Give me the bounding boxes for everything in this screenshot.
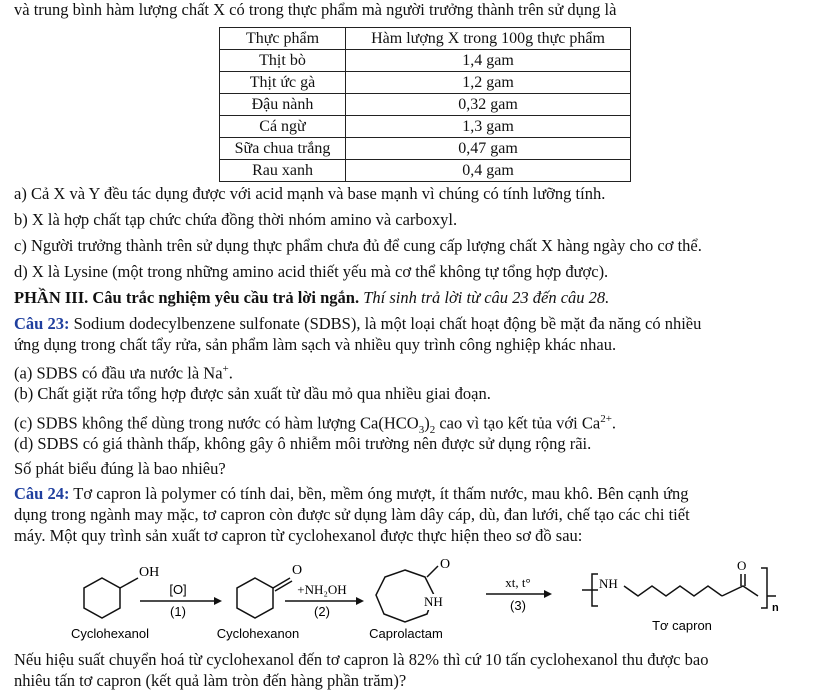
table-row [220, 50, 631, 72]
q23-option-d: (d) SDBS có giá thành thấp, không gây ô nhiễm môi trường nên được sử dụng rộng rãi. [14, 434, 592, 453]
cyclohexanol-ring [84, 578, 120, 618]
table-cell: 0,4 gam [346, 160, 631, 182]
step-2-number: (2) [314, 604, 330, 619]
polymer-bracket-right [761, 568, 767, 608]
polymer-nh: NH [599, 576, 618, 591]
q23-a-text: (a) SDBS có đầu ưa nước là Na [14, 363, 223, 383]
arrow-3-head [544, 590, 552, 598]
statement-a: a) Cả X và Y đều tác dụng được với acid mạnh và base mạnh vì chúng có tính lưỡng tính. [14, 184, 606, 203]
q23-option-a [14, 359, 233, 384]
cyclohexanon-ring [237, 578, 273, 618]
polymer-o: O [737, 558, 747, 573]
table-header: Thực phẩm [220, 28, 346, 50]
table-row [220, 138, 631, 160]
table-cell: 0,47 gam [346, 138, 631, 160]
polymer-chain-end [722, 586, 758, 596]
q23-c-dot: . [611, 413, 617, 433]
q24-label: Câu 24: [14, 484, 70, 503]
intro-text: và trung bình hàm lượng chất X có trong thực phẩm mà người trưởng thành trên sử dụng là [14, 0, 617, 19]
q23-line1 [14, 314, 701, 334]
q24-footer-line1: Nếu hiệu suất chuyển hoá từ cyclohexanol đến tơ capron là 82% thì cứ 10 tấn cyclohexanol thu được bao [14, 650, 709, 669]
table-header: Hàm lượng X trong 100g thực phẩm [346, 28, 631, 50]
table-header-row [220, 28, 631, 50]
arrow-2-head [356, 597, 364, 605]
table-row [220, 160, 631, 182]
caprolactam-o: O [440, 557, 451, 572]
table-cell: Đậu nành [220, 94, 346, 116]
q23-label: Câu 23: [14, 314, 70, 333]
table-row [220, 116, 631, 138]
q23-c-sup: 2+ [600, 413, 612, 425]
step-1-number: (1) [170, 604, 186, 619]
q23-text: Sodium dodecylbenzene sulfonate (SDBS), là một loại chất hoạt động bề mặt đa năng có nhiều [73, 314, 702, 333]
q23-question: Số phát biểu đúng là bao nhiêu? [14, 459, 226, 478]
caprolactam-bond [427, 566, 438, 577]
part3-heading [14, 288, 609, 308]
arrow-1-head [214, 597, 222, 605]
step-3-reagent: xt, t° [505, 575, 531, 590]
statement-c: c) Người trưởng thành trên sử dụng thực phẩm chưa đủ để cung cấp lượng chất X hàng ngày cho cơ thể. [14, 236, 702, 255]
table-cell: 1,3 gam [346, 116, 631, 138]
compound-name: Cyclohexanol [70, 626, 150, 641]
table-cell: Sữa chua trắng [220, 138, 346, 160]
food-content-table [219, 27, 631, 182]
polymer-chain [624, 586, 722, 596]
table-cell: Rau xanh [220, 160, 346, 182]
synthesis-scheme [0, 556, 829, 646]
table-row [220, 94, 631, 116]
q23-c-text: (c) SDBS không thể dùng trong nước có hàm lượng Ca(HCO [14, 413, 419, 433]
statement-b: b) X là hợp chất tạp chức chứa đồng thời nhóm amino và carboxyl. [14, 210, 458, 229]
q23-a-sup: + [222, 363, 229, 375]
table-cell: 1,4 gam [346, 50, 631, 72]
q24-text: Tơ capron là polymer có tính dai, bền, mềm óng mượt, ít thấm nước, mau khô. Bên cạnh ứng [73, 484, 689, 503]
q23-c-end: cao vì tạo kết tủa với Ca [435, 413, 601, 433]
q24-line1 [14, 484, 689, 504]
q23-c-sub2: 2 [429, 423, 436, 436]
q23-option-b: (b) Chất giặt rửa tổng hợp được sản xuất từ dầu mỏ qua nhiều giai đoạn. [14, 384, 491, 403]
q24-line3: máy. Một quy trình sản xuất tơ capron từ cyclohexanol được thực hiện theo sơ đồ sau: [14, 526, 583, 545]
q23-c-mid: ) [424, 413, 430, 433]
q23-line2: ứng dụng trong chất tẩy rửa, sản phẩm làm sạch và nhiều quy trình công nghiệp khác nhau. [14, 335, 617, 354]
step-3-number: (3) [510, 598, 526, 613]
compound-name: Tơ capron [652, 618, 712, 633]
table-cell: 0,32 gam [346, 94, 631, 116]
compound-name: Caprolactam [369, 626, 443, 641]
cyclohexanol-oh: OH [139, 565, 160, 580]
table-cell: Thịt ức gà [220, 72, 346, 94]
statement-d: d) X là Lysine (một trong những amino acid thiết yếu mà cơ thể không tự tổng hợp được). [14, 262, 609, 281]
caprolactam-nh: NH [424, 594, 443, 609]
cyclohexanol-bond [120, 578, 138, 588]
cyclohexanon-o: O [292, 563, 303, 578]
step-1-reagent: [O] [169, 582, 187, 597]
q24-footer-line2: nhiêu tấn tơ capron (kết quả làm tròn đến hàng phần trăm)? [14, 671, 407, 690]
q23-a-end: . [228, 363, 233, 383]
compound-name: Cyclohexanon [216, 626, 300, 641]
table-cell: 1,2 gam [346, 72, 631, 94]
step-2-reagent: +NH₂OH [297, 582, 347, 597]
q23-c-sub: 3 [418, 423, 425, 436]
part3-title: PHẦN III. Câu trắc nghiệm yêu cầu trả lời ngắn. [14, 288, 360, 307]
polymer-n: n [772, 602, 779, 614]
table-cell: Thịt bò [220, 50, 346, 72]
table-row [220, 72, 631, 94]
part3-note: Thí sinh trả lời từ câu 23 đến câu 28. [363, 288, 610, 307]
q24-line2: dụng trong ngành may mặc, tơ capron còn được sử dụng làm dây cáp, dù, đan lưới, chế tạo các chi tiết [14, 505, 690, 524]
table-cell: Cá ngừ [220, 116, 346, 138]
